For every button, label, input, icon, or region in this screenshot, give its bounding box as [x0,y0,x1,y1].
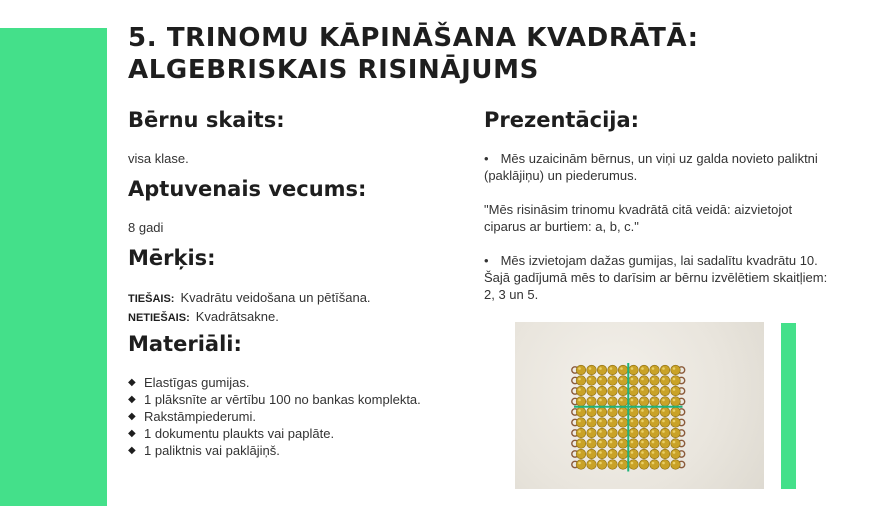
diamond-bullet-icon: ◆ [128,394,136,405]
title-line-2: ALGEBRISKAIS RISINĀJUMS [128,55,539,85]
materials-item-text: 1 paliktnis vai paklājiņš. [144,443,280,458]
accent-bar-right [781,323,796,489]
materials-item [128,425,421,442]
children-heading: Bērnu skaits: [128,108,285,132]
materials-heading: Materiāli: [128,332,242,356]
presentation-step-2 [484,252,829,303]
materials-item-text: Elastīgas gumijas. [144,375,250,390]
accent-bar-left [0,28,107,506]
goals-heading: Mērķis: [128,246,216,270]
diamond-bullet-icon: ◆ [128,377,136,388]
goal-direct [128,289,371,308]
bead-square-icon [515,322,764,489]
dot-bullet-icon: • [484,151,489,166]
materials-item [128,408,421,425]
materials-item [128,391,421,408]
materials-list [128,374,421,459]
goal-direct-label: TIEŠAIS: [128,293,175,305]
children-value: visa klase. [128,151,189,166]
diamond-bullet-icon: ◆ [128,411,136,422]
age-heading: Aptuvenais vecums: [128,177,367,201]
bead-square-photo [515,322,764,489]
presentation-quote: "Mēs risināsim trinomu kvadrātā citā veidā: aizvietojot ciparus ar burtiem: a, b, c." [484,202,793,234]
presentation-heading: Prezentācija: [484,108,640,132]
diamond-bullet-icon: ◆ [128,428,136,439]
materials-item-text: Rakstāmpiederumi. [144,409,256,424]
page-title [128,22,699,86]
presentation-step-1 [484,150,829,184]
goal-direct-value: Kvadrātu veidošana un pētīšana. [180,290,371,305]
goal-indirect-label: NETIEŠAIS: [128,312,190,324]
diamond-bullet-icon: ◆ [128,445,136,456]
presentation-step-2-text: Mēs izvietojam dažas gumijas, lai sadalītu kvadrātu 10. Šajā gadījumā mēs to darīsim ar bērnu izvēlētiem skaitļiem: 2, 3 un 5. [484,253,828,302]
goal-indirect [128,308,371,327]
title-line-1: 5. TRINOMU KĀPINĀŠANA KVADRĀTĀ: [128,23,699,53]
presentation-body [484,150,829,320]
dot-bullet-icon: • [484,253,489,268]
materials-item-text: 1 dokumentu plaukts vai paplāte. [144,426,335,441]
materials-item [128,442,421,459]
presentation-step-1-text: Mēs uzaicinām bērnus, un viņi uz galda novieto paliktni (paklājiņu) un piederumus. [484,151,818,183]
materials-item-text: 1 plāksnīte ar vērtību 100 no bankas komplekta. [144,392,421,407]
materials-item [128,374,421,391]
age-value: 8 gadi [128,220,164,235]
goal-indirect-value: Kvadrātsakne. [195,309,279,324]
goals-list [128,289,371,327]
